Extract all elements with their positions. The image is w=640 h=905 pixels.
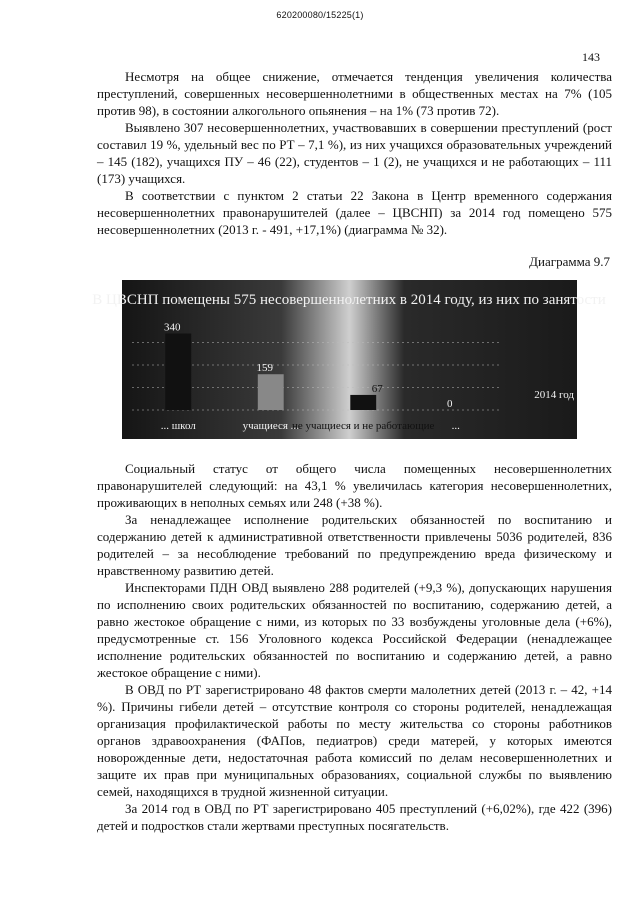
chart-category-label: ... школ — [160, 420, 196, 432]
chart-bar — [350, 395, 376, 410]
text-block-top — [97, 68, 612, 238]
paragraph: Инспекторами ПДН ОВД выявлено 288 родителей (+9,3 %), допускающих нарушения по исполнению своих родительских обязанностей по воспитанию, содержанию детей, а равно жестокое обращение с ними, из которых по 33 возбуждены уголовные дела (+6%), предусмотренные ст. 156 Уголовного кодекса Российской Федерации (ненадлежащее исполнение родительских обязанностей по воспитанию и содержанию детей, а равно жестокое обращение с ними). — [97, 580, 612, 680]
chart-data-label: 340 — [164, 321, 181, 334]
chart-category-label: не учащиеся и не работающие — [292, 420, 435, 432]
paragraph: В соответствии с пунктом 2 статьи 22 Закона в Центр временного содержания несовершеннолетних правонарушителей (далее – ЦВСНП) за 2014 год помещено 575 несовершеннолетних (2013 г. - 491, +17,1%) (диаграмма № 32). — [97, 188, 612, 237]
chart-svg — [92, 280, 606, 439]
paragraph: Несмотря на общее снижение, отмечается тенденция увеличения количества преступлений, совершенных несовершеннолетними в общественных местах на 7% (105 против 98), в состоянии алкогольного опьянения – на 1% (73 против 72). — [97, 69, 612, 118]
paragraph: Социальный статус от общего числа помещенных несовершеннолетних правонарушителей следующий: на 43,1 % увеличилась категория несовершеннолетних, проживающих в неполных семьях или 248 (+38 %). — [97, 461, 612, 510]
chart-title: В ЦВСНП помещены 575 несовершеннолетних в 2014 году, из них по занятости — [92, 292, 606, 308]
chart-category-label: учащиеся ... — [242, 420, 299, 432]
paragraph: За 2014 год в ОВД по РТ зарегистрировано 405 преступлений (+6,02%), где 422 (396) детей и подростков стали жертвами преступных посягательств. — [97, 801, 612, 833]
document-id: 620200080/15225(1) — [276, 10, 364, 20]
paragraph: В ОВД по РТ зарегистрировано 48 фактов смерти малолетних детей (2013 г. – 42, +14 %). Причины гибели детей – отсутствие контроля со стороны родителей, ненадлежащая организация профилактической работы по месту жительства со стороны работников органов здравоохранения (ФАПов, педиатров) среди матерей, у которых имеются новорожденные дети, недостаточная работа комиссий по делам несовершеннолетних и защите их прав при муниципальных образованиях, социальной службы по выявлению семей, находящихся в трудной жизненной ситуации. — [97, 682, 612, 799]
chart — [92, 280, 606, 439]
chart-legend: 2014 год — [534, 389, 574, 401]
chart-data-label: 0 — [447, 398, 453, 410]
text-block-bottom — [97, 460, 612, 834]
chart-data-label: 67 — [371, 382, 383, 395]
chart-bar — [258, 374, 284, 410]
chart-data-label: 159 — [256, 362, 273, 375]
chart-bar — [165, 334, 191, 411]
diagram-caption: Диаграмма 9.7 — [529, 254, 610, 269]
paragraph: Выявлено 307 несовершеннолетних, участвовавших в совершении преступлений (рост составил 19 %, удельный вес по РТ – 7,1 %), из них учащихся образовательных учреждений – 145 (182), учащихся ПУ – 46 (22), студентов – 1 (2), не учащихся и не работающих – 111 (173) учащихся. — [97, 120, 612, 186]
chart-category-label: ... — [451, 420, 460, 432]
paragraph: За ненадлежащее исполнение родительских обязанностей по воспитанию и содержанию детей к административной ответственности привлечены 5036 родителей, 836 родителей – за несоблюдение требований по предупреждению вреда физическому и нравственному развитию детей. — [97, 512, 612, 578]
page-number: 143 — [582, 50, 600, 64]
